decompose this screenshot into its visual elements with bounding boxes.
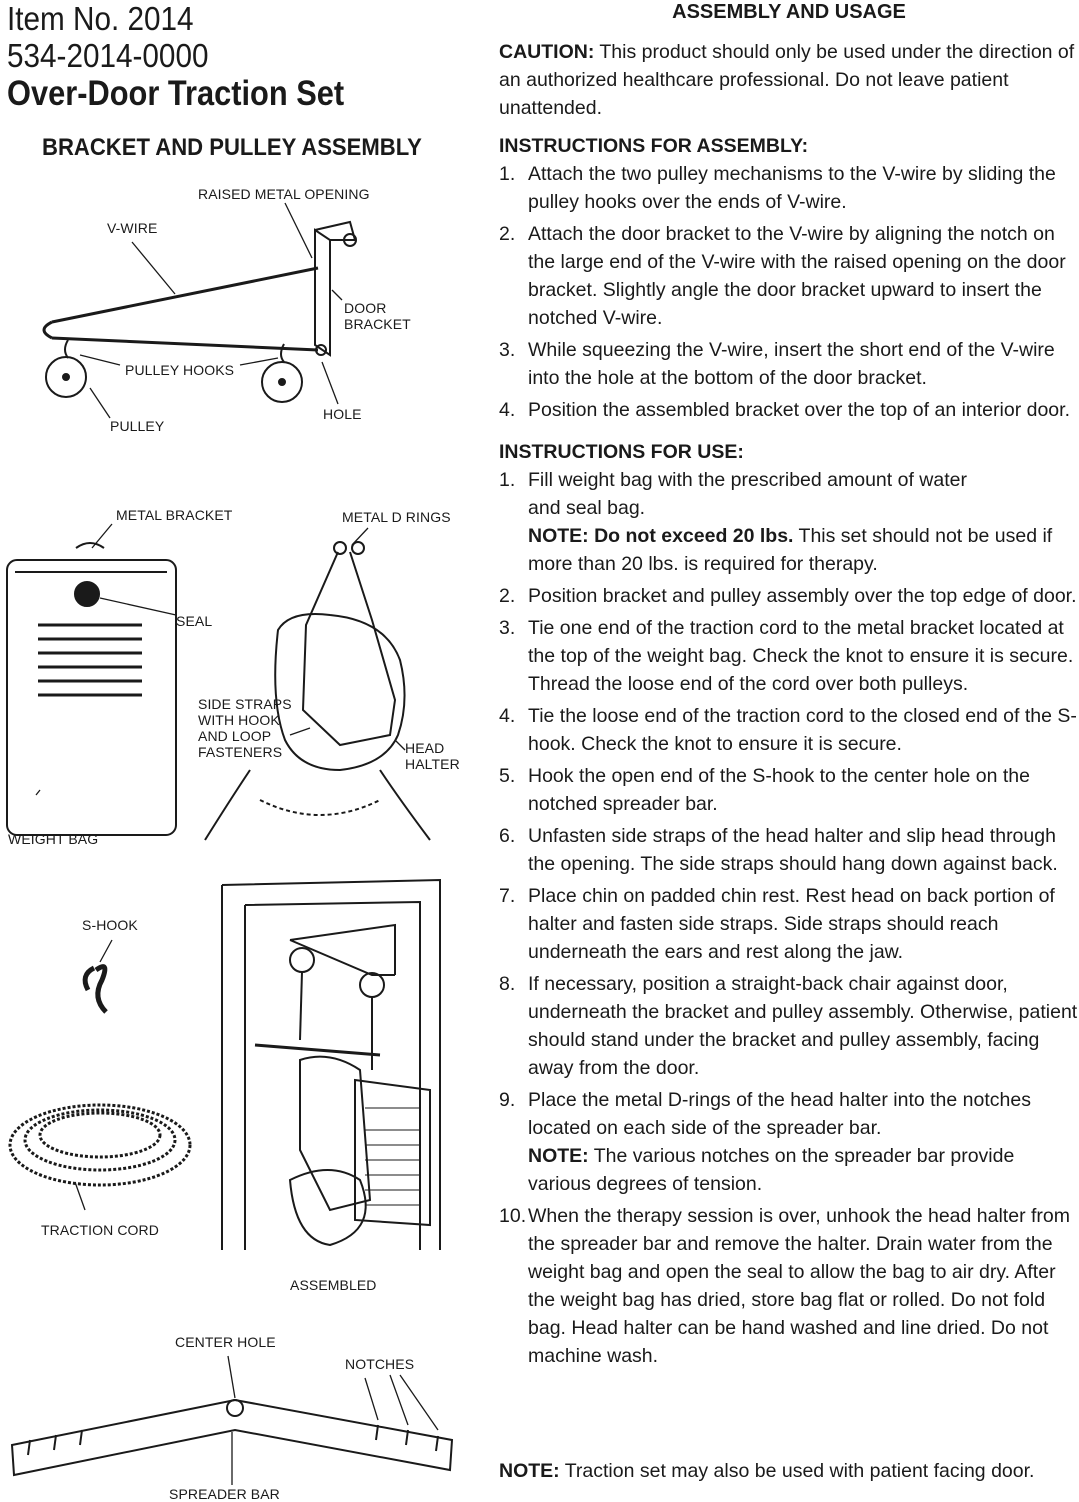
label-pulley: PULLEY <box>110 418 165 434</box>
list-item <box>499 614 1079 698</box>
label-raised-metal-opening: RAISED METAL OPENING <box>198 186 370 202</box>
step-text: Attach the door bracket to the V-wire by aligning the notch on the large end of the V-wire with the raised opening on the door bracket. Slightly angle the door bracket upward to insert the notched V-wire. <box>528 223 1066 329</box>
step-text: Hook the open end of the S-hook to the center hole on the notched spreader bar. <box>528 765 1030 815</box>
step-text <box>528 1086 1079 1198</box>
step-number: 2. <box>499 585 516 607</box>
step-text <box>528 466 1079 578</box>
s-hook-drawing <box>85 940 112 1012</box>
traction-cord-drawing <box>10 1105 190 1210</box>
step-number: 5. <box>499 765 516 787</box>
assembled-drawing <box>222 880 440 1250</box>
list-item <box>499 220 1079 332</box>
step-number: 8. <box>499 973 516 995</box>
step-text: Tie the loose end of the traction cord to the closed end of the S-hook. Check the knot to ensure it is secure. <box>528 705 1077 755</box>
label-s-hook: S-HOOK <box>82 917 138 933</box>
final-note-text: Traction set may also be used with patient facing door. <box>559 1460 1035 1482</box>
label-traction-cord: TRACTION CORD <box>41 1222 159 1238</box>
part-number: 534-2014-0000 <box>7 37 209 74</box>
step-number: 4. <box>499 399 516 421</box>
weight-bag-drawing <box>7 524 176 835</box>
label-spreader-bar: SPREADER BAR <box>169 1486 280 1502</box>
step-number: 6. <box>499 825 516 847</box>
step-number: 9. <box>499 1089 516 1111</box>
bracket-pulley-diagram <box>44 203 356 418</box>
label-hole: HOLE <box>323 406 362 422</box>
bracket-pulley-heading: BRACKET AND PULLEY ASSEMBLY <box>42 134 422 161</box>
step-text: Place chin on padded chin rest. Rest head on back portion of halter and fasten side straps. Side straps should reach underneath the ears and rest along the jaw. <box>528 885 1055 963</box>
step-note-label: NOTE: Do not exceed 20 lbs. <box>528 525 794 547</box>
label-assembled: ASSEMBLED <box>290 1277 377 1293</box>
label-pulley-hooks: PULLEY HOOKS <box>125 362 235 378</box>
label-weight-bag: WEIGHT BAG <box>8 831 99 847</box>
label-metal-bracket: METAL BRACKET <box>116 507 233 523</box>
spreader-bar-drawing <box>12 1356 452 1485</box>
step-text: Position bracket and pulley assembly over the top edge of door. <box>528 585 1077 607</box>
label-head-halter: HEAD HALTER <box>405 740 460 772</box>
step-number: 7. <box>499 885 516 907</box>
assembly-heading: INSTRUCTIONS FOR ASSEMBLY: <box>499 135 809 157</box>
item-number: Item No. 2014 <box>7 0 194 37</box>
label-metal-d-rings: METAL D RINGS <box>342 509 451 525</box>
list-item <box>499 970 1079 1082</box>
step-number: 4. <box>499 705 516 727</box>
list-item <box>499 822 1079 878</box>
final-note <box>499 1460 1034 1483</box>
caution-text: This product should only be used under the direction of an authorized healthcare professional. Do not leave patient unattended. <box>499 41 1075 119</box>
list-item <box>499 396 1079 424</box>
list-item <box>499 582 1079 610</box>
label-door-bracket: DOOR BRACKET <box>344 300 411 332</box>
step-number: 3. <box>499 617 516 639</box>
step-number: 1. <box>499 163 516 185</box>
step-main-text: Place the metal D-rings of the head halter into the notches located on each side of the spreader bar. <box>528 1089 1031 1139</box>
final-note-label: NOTE: <box>499 1460 560 1482</box>
assembly-usage-column <box>499 0 1079 1374</box>
caution-label: CAUTION: <box>499 41 595 63</box>
use-steps <box>499 466 1079 1370</box>
use-heading: INSTRUCTIONS FOR USE: <box>499 441 744 463</box>
list-item <box>499 1202 1079 1370</box>
step-text: When the therapy session is over, unhook the head halter from the spreader bar and remove the halter. Drain water from the weight bag and open the seal to allow the bag to air dry. After the weight bag has dried, store bag flat or rolled. Do not fold bag. Head halter can be hand washed and line dried. Do not machine wash. <box>528 1205 1070 1367</box>
list-item <box>499 882 1079 966</box>
list-item <box>499 160 1079 216</box>
step-number: 2. <box>499 223 516 245</box>
step-text: Position the assembled bracket over the top of an interior door. <box>528 399 1070 421</box>
list-item <box>499 1086 1079 1198</box>
label-seal: SEAL <box>176 613 213 629</box>
step-note-text: This set should not be used if more than 20 lbs. is required for therapy. <box>528 525 1053 575</box>
label-side-straps: SIDE STRAPS WITH HOOK AND LOOP FASTENERS <box>198 696 292 760</box>
list-item <box>499 336 1079 392</box>
step-number: 1. <box>499 469 516 491</box>
step-text: Attach the two pulley mechanisms to the V-wire by sliding the pulley hooks over the ends of V-wire. <box>528 163 1056 213</box>
step-text: If necessary, position a straight-back chair against door, underneath the bracket and pulley assembly. Otherwise, patient should stand under the bracket and pulley assembly, facing away from the door. <box>528 973 1078 1079</box>
list-item <box>499 466 1079 578</box>
step-number: 10. <box>499 1205 527 1227</box>
assembly-steps <box>499 160 1079 424</box>
label-v-wire: V-WIRE <box>107 220 158 236</box>
head-halter-drawing <box>205 528 430 840</box>
label-center-hole: CENTER HOLE <box>175 1334 276 1350</box>
step-text: While squeezing the V-wire, insert the short end of the V-wire into the hole at the bottom of the door bracket. <box>528 339 1055 389</box>
list-item <box>499 762 1079 818</box>
caution-paragraph <box>499 38 1079 122</box>
step-main-text: Fill weight bag with the prescribed amount of water and seal bag. <box>528 469 967 519</box>
step-text: Unfasten side straps of the head halter and slip head through the opening. The side straps should hang down against back. <box>528 825 1058 875</box>
assembly-usage-title: ASSEMBLY AND USAGE <box>672 1 906 23</box>
step-note-label: NOTE: <box>528 1145 589 1167</box>
product-title: Over-Door Traction Set <box>7 74 345 113</box>
label-notches: NOTCHES <box>345 1356 415 1372</box>
list-item <box>499 702 1079 758</box>
step-text: Tie one end of the traction cord to the metal bracket located at the top of the weight bag. Check the knot to ensure it is secure. Thread the loose end of the cord over both pulleys. <box>528 617 1074 695</box>
step-number: 3. <box>499 339 516 361</box>
step-note-text: The various notches on the spreader bar provide various degrees of tension. <box>528 1145 1015 1195</box>
